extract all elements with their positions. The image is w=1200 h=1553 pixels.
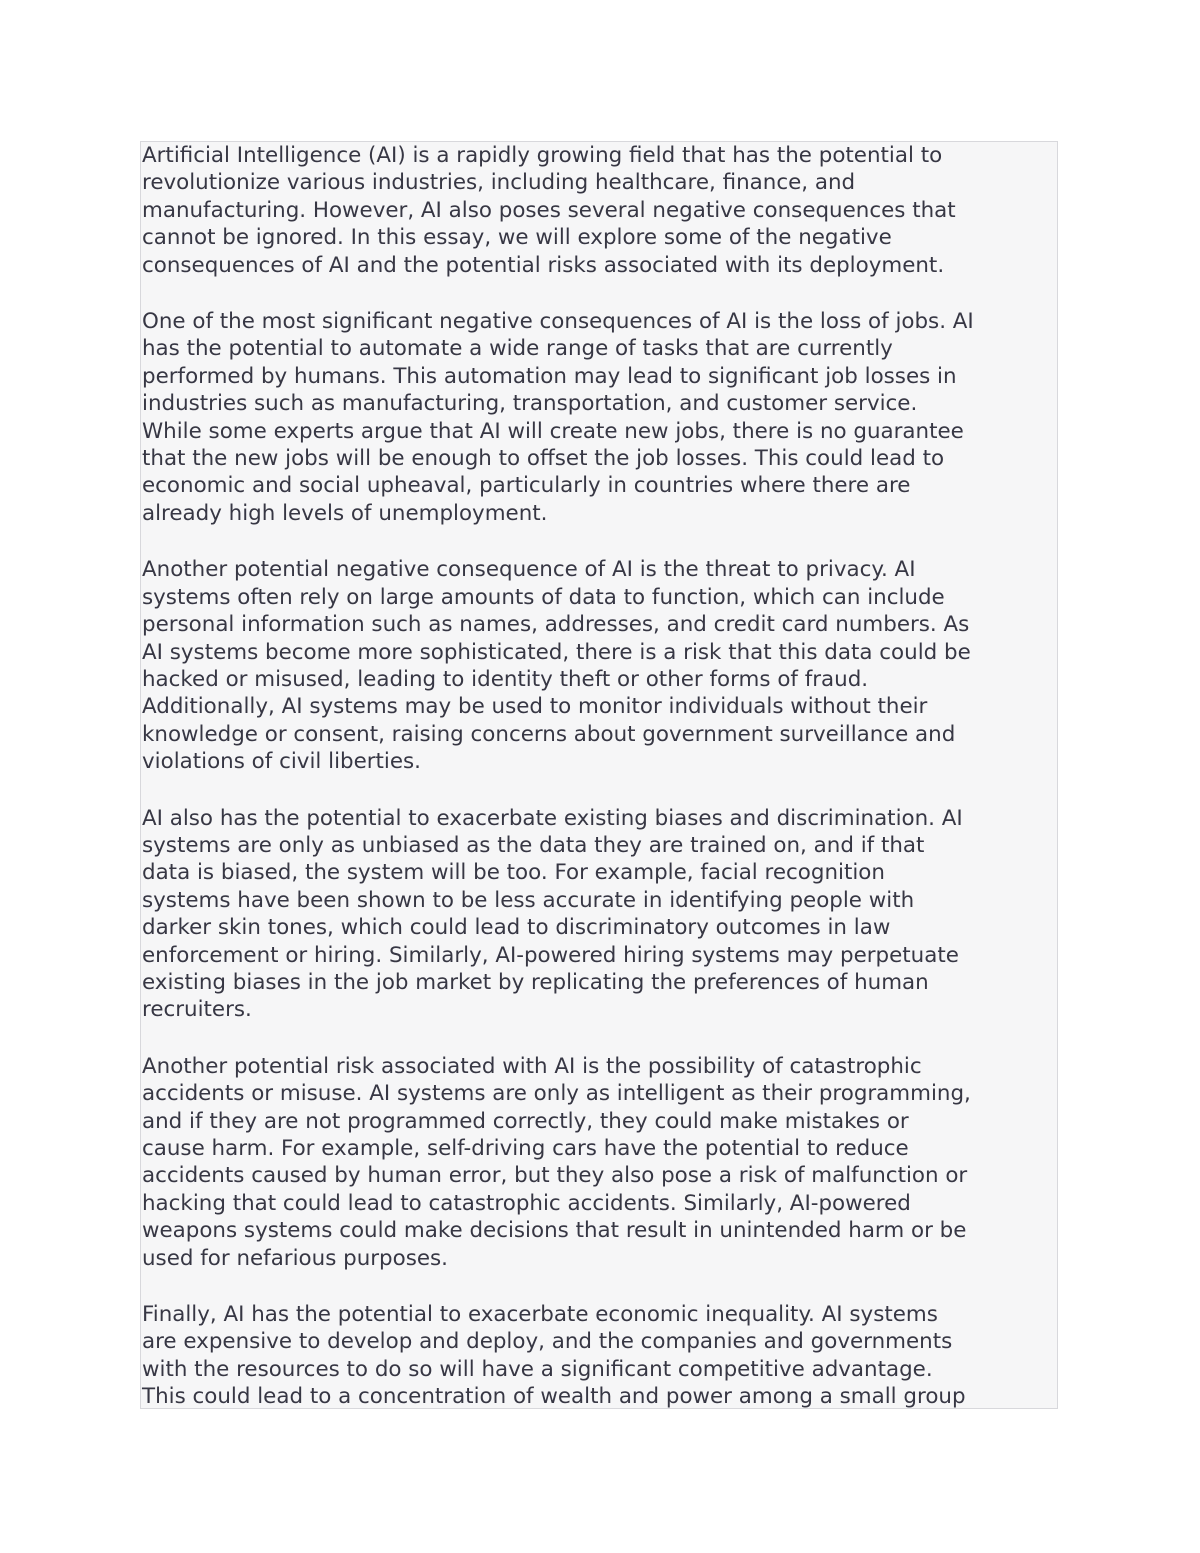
paragraph-intro <box>142 142 1057 279</box>
essay-text-box <box>140 141 1058 1409</box>
text-line: consequences of AI and the potential risks associated with its deployment. <box>142 252 945 278</box>
text-line: darker skin tones, which could lead to discriminatory outcomes in law <box>142 915 891 941</box>
text-line: industries such as manufacturing, transportation, and customer service. <box>142 391 918 417</box>
text-line: systems have been shown to be less accurate in identifying people with <box>142 887 915 913</box>
text-line: manufacturing. However, AI also poses several negative consequences that <box>142 197 956 223</box>
paragraph-privacy <box>142 556 1057 775</box>
text-line: enforcement or hiring. Similarly, AI-powered hiring systems may perpetuate <box>142 942 959 968</box>
text-line: already high levels of unemployment. <box>142 500 548 526</box>
text-line: AI also has the potential to exacerbate existing biases and discrimination. AI <box>142 805 963 831</box>
text-line: are expensive to develop and deploy, and the companies and governments <box>142 1329 953 1355</box>
text-line: revolutionize various industries, including healthcare, finance, and <box>142 170 856 196</box>
text-line: Another potential risk associated with AI is the possibility of catastrophic <box>142 1053 922 1079</box>
paragraph-jobs <box>142 308 1057 527</box>
text-line: knowledge or consent, raising concerns about government surveillance and <box>142 721 956 747</box>
text-line: with the resources to do so will have a significant competitive advantage. <box>142 1356 933 1382</box>
text-line: accidents caused by human error, but they also pose a risk of malfunction or <box>142 1163 968 1189</box>
text-line: that the new jobs will be enough to offset the job losses. This could lead to <box>142 446 945 472</box>
text-line: accidents or misuse. AI systems are only as intelligent as their programming, <box>142 1081 971 1107</box>
text-line: recruiters. <box>142 997 252 1023</box>
text-line: Another potential negative consequence of AI is the threat to privacy. AI <box>142 557 916 583</box>
text-line: weapons systems could make decisions that result in unintended harm or be <box>142 1218 967 1244</box>
text-line: cause harm. For example, self-driving cars have the potential to reduce <box>142 1136 909 1161</box>
text-line: This could lead to a concentration of wealth and power among a small group <box>142 1384 966 1409</box>
text-line: cannot be ignored. In this essay, we will explore some of the negative <box>142 225 892 251</box>
text-line: While some experts argue that AI will create new jobs, there is no guarantee <box>142 418 964 444</box>
text-line: Artificial Intelligence (AI) is a rapidly growing field that has the potential to <box>142 143 943 168</box>
paragraph-accidents <box>142 1053 1057 1272</box>
text-line: existing biases in the job market by replicating the preferences of human <box>142 969 929 995</box>
text-line: and if they are not programmed correctly, they could make mistakes or <box>142 1108 909 1134</box>
text-line: performed by humans. This automation may lead to significant job losses in <box>142 363 957 389</box>
text-line: One of the most significant negative consequences of AI is the loss of jobs. AI <box>142 309 974 335</box>
text-line: personal information such as names, addresses, and credit card numbers. As <box>142 612 970 638</box>
text-line: Additionally, AI systems may be used to monitor individuals without their <box>142 694 928 720</box>
text-line: data is biased, the system will be too. For example, facial recognition <box>142 860 885 886</box>
text-line: systems often rely on large amounts of data to function, which can include <box>142 584 945 610</box>
text-line: has the potential to automate a wide range of tasks that are currently <box>142 336 893 362</box>
text-line: used for nefarious purposes. <box>142 1245 448 1271</box>
paragraph-inequality <box>142 1301 1057 1409</box>
text-line: economic and social upheaval, particularly in countries where there are <box>142 473 911 499</box>
text-line: violations of civil liberties. <box>142 749 421 775</box>
text-line: AI systems become more sophisticated, there is a risk that this data could be <box>142 639 971 665</box>
text-line: systems are only as unbiased as the data they are trained on, and if that <box>142 832 925 858</box>
paragraph-bias <box>142 805 1057 1024</box>
text-line: hacking that could lead to catastrophic accidents. Similarly, AI-powered <box>142 1190 911 1216</box>
text-line: hacked or misused, leading to identity theft or other forms of fraud. <box>142 666 869 692</box>
text-line: Finally, AI has the potential to exacerbate economic inequality. AI systems <box>142 1302 938 1328</box>
